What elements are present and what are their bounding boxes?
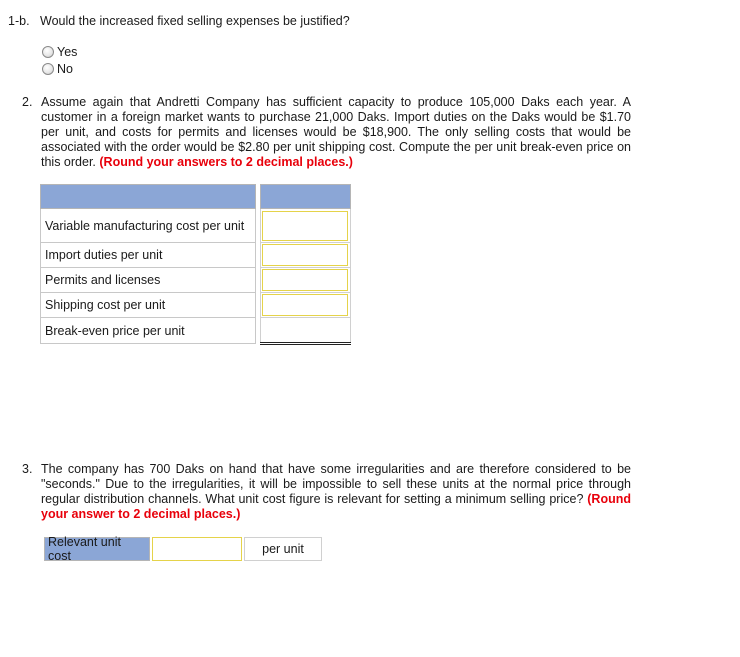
question-text: The company has 700 Daks on hand that have some irregularities and are therefore considered to be "seconds." Due to the irregularities, it will be impossible to sell these units at the normal price through regular distribution channels. What unit cost figure is relevant for setting a minimum selling price? [41,462,631,506]
radio-label[interactable]: No [57,62,73,76]
table-header-row [41,185,351,209]
question-number: 2. [22,95,33,109]
table-header-cell [41,185,256,209]
table-row [41,268,351,293]
radio-label[interactable]: Yes [57,45,78,59]
table-header-cell [261,185,351,209]
break-even-table [40,184,351,345]
break-even-price-input[interactable] [262,319,348,341]
permits-licenses-input[interactable] [262,269,348,291]
row-label: Import duties per unit [41,243,256,268]
import-duties-input[interactable] [262,244,348,266]
question-1b [8,14,350,28]
question-number: 3. [22,462,33,476]
unit-label: per unit [244,537,322,561]
question-text: Would the increased fixed selling expenses be justified? [40,14,350,28]
variable-manufacturing-cost-input[interactable] [262,211,348,241]
question-3-text [41,462,631,522]
radio-button-icon[interactable] [42,46,54,58]
question-2-text [41,95,631,170]
shipping-cost-input[interactable] [262,294,348,316]
radio-option-yes[interactable] [42,45,77,59]
row-label: Shipping cost per unit [41,293,256,318]
relevant-unit-cost-label: Relevant unit cost [44,537,150,561]
rounding-instruction: (Round your answers to 2 decimal places.) [99,155,353,169]
table-row [41,318,351,344]
table-row [41,243,351,268]
radio-button-icon[interactable] [42,63,54,75]
radio-option-no[interactable] [42,62,73,76]
row-label: Permits and licenses [41,268,256,293]
row-label: Variable manufacturing cost per unit [41,209,256,243]
rounding-instruction: (Round your answer to 2 decimal places.) [41,492,631,521]
relevant-unit-cost-input[interactable] [152,537,242,561]
row-label: Break-even price per unit [41,318,256,344]
table-row [41,293,351,318]
relevant-unit-cost-row [44,537,322,561]
question-text: Assume again that Andretti Company has sufficient capacity to produce 105,000 Daks each year. A customer in a foreign market wants to purchase 21,000 Daks. Import duties on the Daks would be $1.70 per unit, and costs for permits and licenses would be $18,900. The only selling costs that would be associated with the order would be $2.80 per unit shipping cost. Compute the per unit break-even price on this order. [41,95,631,169]
table-row [41,209,351,243]
question-number: 1-b. [8,14,30,28]
